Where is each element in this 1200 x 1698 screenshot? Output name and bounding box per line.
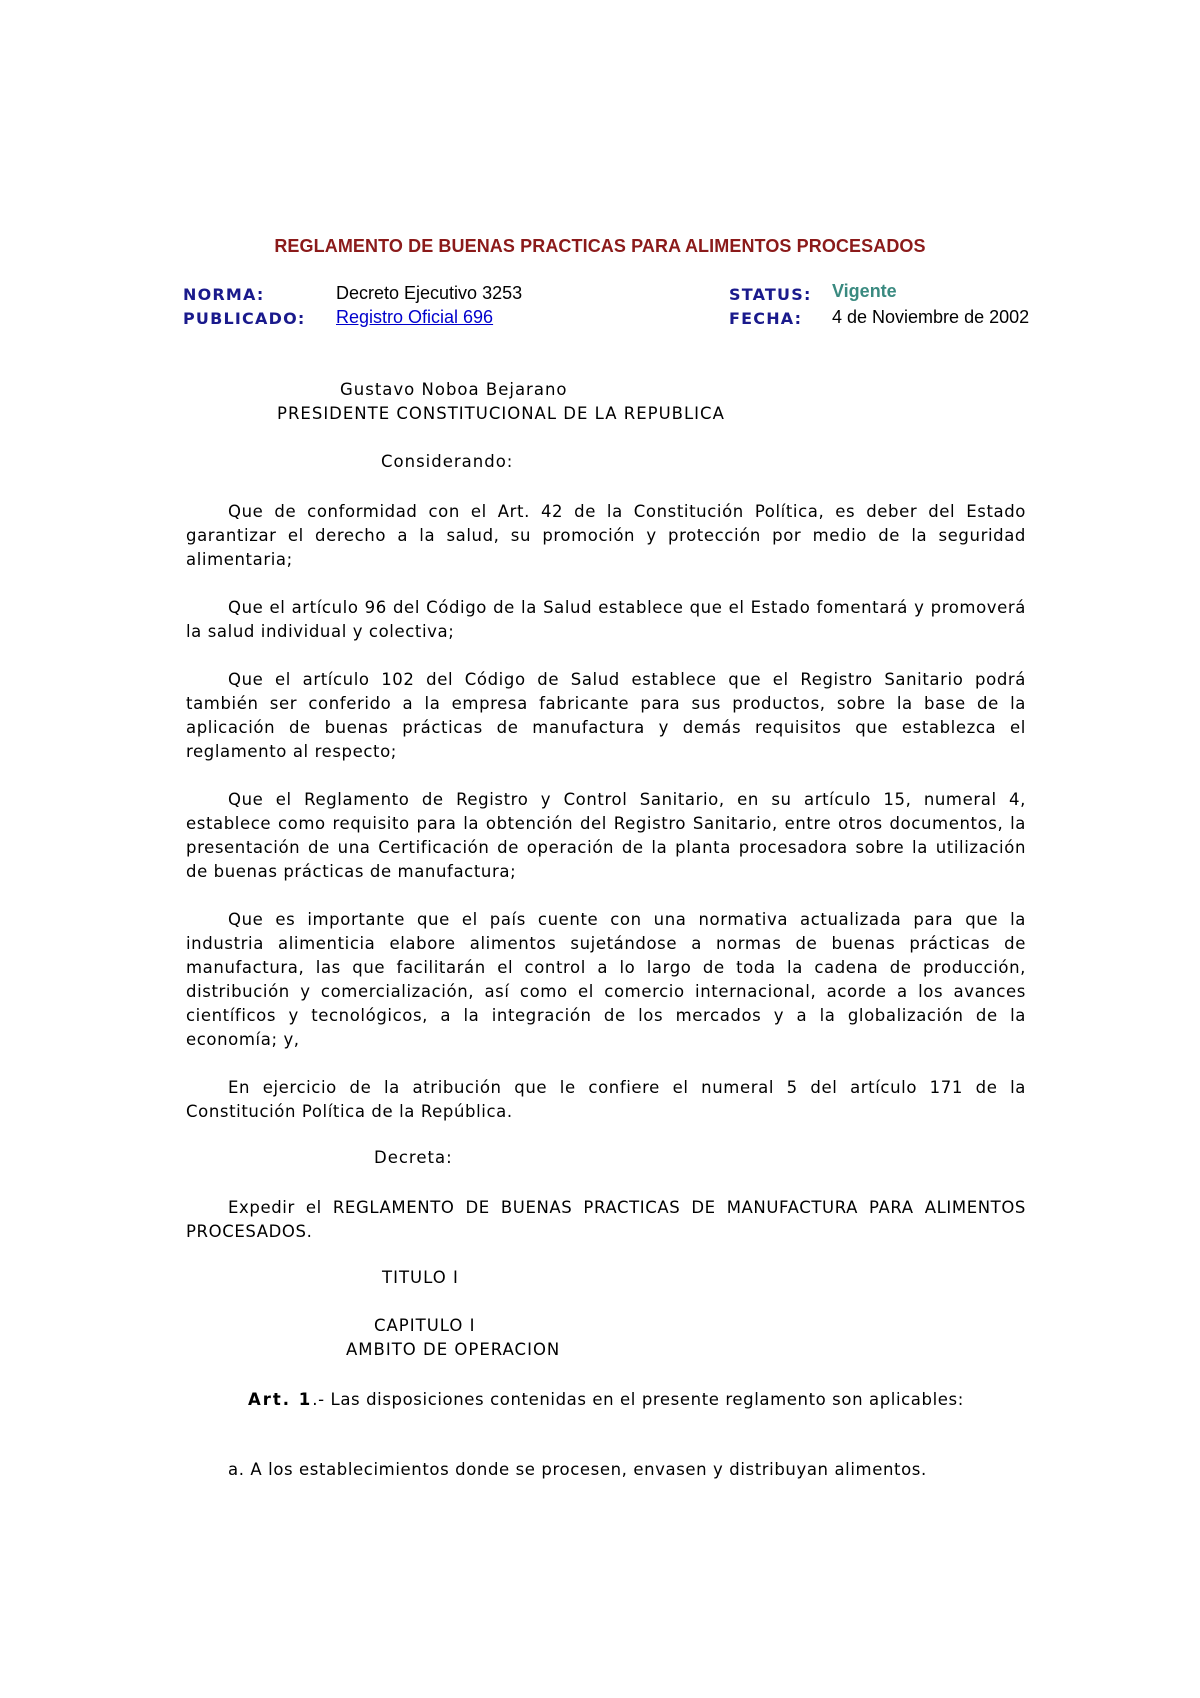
article-1-text: .- Las disposiciones contenidas en el presente reglamento son aplicables:	[312, 1390, 964, 1409]
status-value: Vigente	[832, 281, 897, 301]
norma-label: NORMA:	[183, 285, 265, 304]
capitulo-name: AMBITO DE OPERACION	[346, 1340, 561, 1359]
fecha-value: 4 de Noviembre de 2002	[832, 307, 1030, 327]
considerando-paragraph-3: Que el artículo 102 del Código de Salud establece que el Registro Sanitario podrá también ser conferido a la empresa fabricante para sus productos, sobre la base de la aplicación de buenas prácticas de manufactura y demás requisitos que establezca el reglamento al respecto;	[186, 670, 1026, 761]
considerando-paragraph-6: En ejercicio de la atribución que le confiere el numeral 5 del artículo 171 de la Constitución Política de la República.	[186, 1078, 1026, 1121]
considerando-heading: Considerando:	[381, 452, 514, 471]
capitulo-heading: CAPITULO I	[374, 1316, 476, 1335]
signatory-title: PRESIDENTE CONSTITUCIONAL DE LA REPUBLICA	[277, 404, 725, 423]
considerando-paragraph-4: Que el Reglamento de Registro y Control Sanitario, en su artículo 15, numeral 4, establece como requisito para la obtención del Registro Sanitario, entre otros documentos, la presentación de una Certificación de operación de la planta procesadora sobre la utilización de buenas prácticas de manufactura;	[186, 790, 1026, 881]
norma-value: Decreto Ejecutivo 3253	[336, 283, 523, 303]
considerando-paragraph-1: Que de conformidad con el Art. 42 de la Constitución Política, es deber del Estado garantizar el derecho a la salud, su promoción y protección por medio de la seguridad alimentaria;	[186, 502, 1026, 569]
publicado-label: PUBLICADO:	[183, 309, 306, 328]
fecha-label: FECHA:	[729, 309, 803, 328]
considerando-paragraph-5: Que es importante que el país cuente con una normativa actualizada para que la industria alimenticia elabore alimentos sujetándose a normas de buenas prácticas de manufactura, las que facilitarán el control a lo largo de toda la cadena de producción, distribución y comercialización, así como el comercio internacional, acorde a los avances científicos y tecnológicos, a la integración de los mercados y a la globalización de la economía; y,	[186, 910, 1026, 1049]
article-1-item-a: a. A los establecimientos donde se procesen, envasen y distribuyan alimentos.	[228, 1460, 927, 1479]
document-title: REGLAMENTO DE BUENAS PRACTICAS PARA ALIMENTOS PROCESADOS	[274, 236, 926, 256]
considerando-paragraph-2: Que el artículo 96 del Código de la Salud establece que el Estado fomentará y promoverá la salud individual y colectiva;	[186, 598, 1026, 641]
decreta-heading: Decreta:	[374, 1148, 453, 1167]
article-1	[186, 1388, 1026, 1412]
expedir-paragraph: Expedir el REGLAMENTO DE BUENAS PRACTICAS DE MANUFACTURA PARA ALIMENTOS PROCESADOS.	[186, 1198, 1026, 1241]
signatory-name: Gustavo Noboa Bejarano	[340, 380, 568, 399]
registro-oficial-link[interactable]: Registro Oficial 696	[336, 307, 494, 327]
status-label: STATUS:	[729, 285, 812, 304]
article-1-label: Art. 1	[248, 1390, 313, 1409]
titulo-heading: TITULO I	[382, 1268, 459, 1287]
